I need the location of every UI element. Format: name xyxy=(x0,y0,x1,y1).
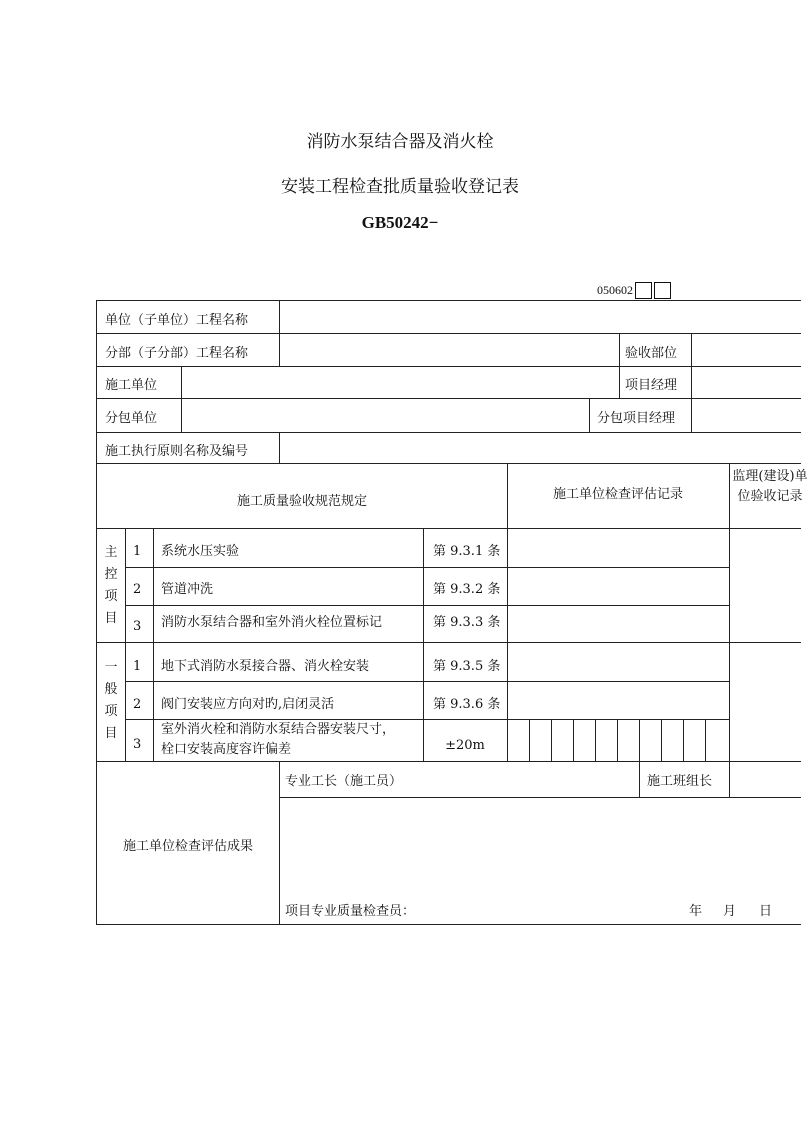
supervision-header: 监理(建设)单位验收记录 xyxy=(732,469,808,504)
main-item-1-text: 系统水压实验 xyxy=(161,544,240,559)
row-line xyxy=(97,398,801,399)
row-line xyxy=(125,605,729,606)
main-item-1-clause: 第 9.3.1 条 xyxy=(433,544,501,559)
project-manager-label: 项目经理 xyxy=(625,378,678,393)
col-line xyxy=(729,463,730,761)
general-item-2-no: 2 xyxy=(133,697,142,712)
main-item-3-no: 3 xyxy=(133,619,142,634)
col-line xyxy=(691,366,692,399)
col-line xyxy=(729,761,730,797)
general-item-3-text-line2: 栓口安装高度容许偏差 xyxy=(161,742,292,757)
col-line xyxy=(153,528,154,761)
col-line xyxy=(507,463,508,761)
date-month-label: 月 xyxy=(723,904,737,919)
subcontract-unit-label: 分包单位 xyxy=(105,411,158,426)
form-code xyxy=(597,282,671,299)
general-item-1-clause: 第 9.3.5 条 xyxy=(433,659,501,674)
spec-header: 施工质量验收规范规定 xyxy=(236,494,367,509)
general-item-1-text: 地下式消防水泵接合器、消火栓安装 xyxy=(161,659,370,674)
col-line xyxy=(691,333,692,366)
cell-line xyxy=(661,719,662,761)
row-line xyxy=(97,528,801,529)
col-line xyxy=(589,398,590,432)
col-line xyxy=(423,528,424,761)
col-line xyxy=(279,432,280,463)
inspector-label: 项目专业质量检查员： xyxy=(285,904,416,919)
title-line-2: 安装工程检查批质量验收登记表 xyxy=(281,177,519,197)
main-item-2-clause: 第 9.3.2 条 xyxy=(433,582,501,597)
eval-result-label: 施工单位检查评估成果 xyxy=(122,839,253,854)
subcontract-manager-label: 分包项目经理 xyxy=(597,411,676,426)
main-item-2-text: 管道冲洗 xyxy=(161,582,214,597)
general-item-3-text-line1: 室外消火栓和消防水泵结合器安装尺寸， xyxy=(161,722,396,737)
col-line xyxy=(639,761,640,797)
form-code-box-1[interactable] xyxy=(635,282,652,299)
cell-line xyxy=(595,719,596,761)
col-line xyxy=(181,366,182,432)
row-line xyxy=(125,567,729,568)
cell-line xyxy=(529,719,530,761)
row-line xyxy=(97,366,801,367)
general-item-3-no: 3 xyxy=(133,737,142,752)
acceptance-part-label: 验收部位 xyxy=(625,346,678,361)
row-line xyxy=(279,797,801,798)
cell-line xyxy=(683,719,684,761)
col-line xyxy=(279,301,280,333)
foreman-label: 专业工长（施工员） xyxy=(285,774,403,789)
col-line xyxy=(125,528,126,761)
col-line xyxy=(619,333,620,366)
col-line xyxy=(279,333,280,366)
general-item-3-tolerance: ±20m xyxy=(445,738,485,753)
team-leader-label: 施工班组长 xyxy=(647,774,713,789)
construction-unit-label: 施工单位 xyxy=(105,378,158,393)
main-item-2-no: 2 xyxy=(133,582,142,597)
standard-code: GB50242− xyxy=(361,213,439,232)
inspection-table xyxy=(96,300,808,925)
cell-line xyxy=(639,719,640,761)
row-line xyxy=(97,333,801,334)
col-line xyxy=(619,366,620,399)
cell-line xyxy=(551,719,552,761)
general-item-2-clause: 第 9.3.6 条 xyxy=(433,697,501,712)
col-line xyxy=(691,398,692,432)
general-items-label: 一般项目 xyxy=(104,660,118,741)
row-line xyxy=(97,463,801,464)
row-line xyxy=(97,761,801,762)
main-items-label: 主控项目 xyxy=(104,545,118,626)
main-item-3-text: 消防水泵结合器和室外消火栓位置标记 xyxy=(161,615,383,630)
main-item-1-no: 1 xyxy=(133,544,142,559)
col-line xyxy=(279,761,280,924)
cell-line xyxy=(617,719,618,761)
general-item-2-text: 阀门安装应方向对旳,启闭灵活 xyxy=(161,697,335,712)
unit-project-name-label: 单位（子单位）工程名称 xyxy=(105,313,249,328)
row-line xyxy=(97,642,801,643)
sub-project-name-label: 分部（子分部）工程名称 xyxy=(105,346,249,361)
form-code-box-2[interactable] xyxy=(654,282,671,299)
date-year-label: 年 xyxy=(689,904,703,919)
general-item-1-no: 1 xyxy=(133,659,142,674)
cell-line xyxy=(573,719,574,761)
row-line xyxy=(97,432,801,433)
main-item-3-clause: 第 9.3.3 条 xyxy=(433,615,501,630)
date-day-label: 日 xyxy=(759,904,773,919)
row-line xyxy=(125,681,729,682)
cell-line xyxy=(705,719,706,761)
eval-record-header: 施工单位检查评估记录 xyxy=(552,487,683,502)
standard-name-label: 施工执行原则名称及编号 xyxy=(105,444,249,459)
title-line-1: 消防水泵结合器及消火栓 xyxy=(306,132,494,152)
form-code-number: 050602 xyxy=(597,283,633,297)
